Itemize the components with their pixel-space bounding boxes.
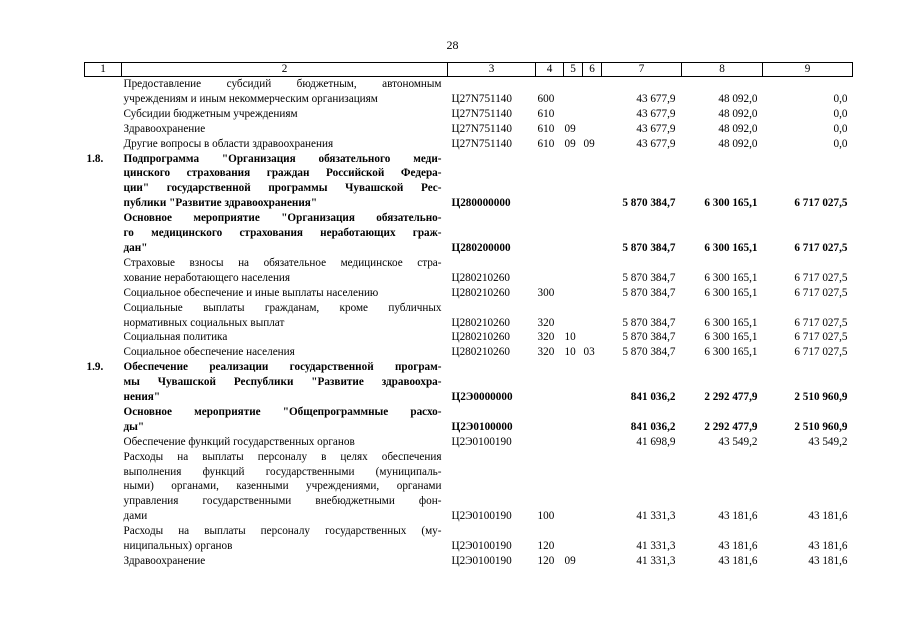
- amount-col-7: 5 870 384,7: [622, 241, 676, 254]
- row-number: [85, 405, 122, 435]
- target-article-code: Ц2Э0100000: [451, 420, 513, 433]
- subsection-code: 03: [583, 346, 595, 359]
- amount-col-9: 6 717 027,5: [794, 316, 848, 329]
- table-row: [85, 405, 853, 435]
- expense-type-code: 610: [537, 107, 555, 120]
- amount-col-7: 5 870 384,7: [622, 197, 676, 210]
- amount-col-9: 6 717 027,5: [794, 331, 848, 344]
- section-code: [564, 435, 583, 450]
- expense-type-code: [536, 256, 564, 286]
- row-name-line: Здравоохранение: [123, 122, 206, 135]
- expense-type-code: [536, 405, 564, 435]
- table-row: [85, 435, 853, 450]
- target-article-code: Ц280210260: [451, 346, 510, 359]
- section-code: 09: [564, 555, 576, 567]
- row-name: [122, 211, 448, 256]
- header-cell: 5: [564, 63, 583, 77]
- amount-col-8: 48 092,0: [718, 122, 758, 135]
- row-name: [122, 554, 448, 569]
- row-name-line: Расходы на выплаты персоналу в целях обеспечения: [123, 450, 442, 463]
- amount-col-8: 43 549,2: [718, 435, 758, 448]
- row-number: [85, 122, 122, 137]
- row-number: [85, 137, 122, 152]
- amount-col-8: 6 300 165,1: [704, 331, 758, 344]
- expense-type-code: 600: [537, 92, 555, 105]
- row-number: 1.8.: [86, 152, 104, 165]
- header-cell: 7: [602, 63, 682, 77]
- row-name: [122, 360, 448, 405]
- amount-col-8: 6 300 165,1: [704, 197, 758, 210]
- target-article-code: Ц27N751140: [451, 122, 512, 135]
- expense-type-code: [536, 435, 564, 450]
- section-code: [564, 405, 583, 435]
- amount-col-8: 6 300 165,1: [704, 316, 758, 329]
- header-cell: 8: [682, 63, 763, 77]
- amount-col-7: 43 677,9: [636, 107, 676, 120]
- target-article-code: Ц280210260: [451, 271, 510, 284]
- target-article-code: Ц280000000: [451, 197, 511, 210]
- row-number: [85, 450, 122, 525]
- amount-col-9: 6 717 027,5: [794, 286, 848, 299]
- header-cell: 3: [448, 63, 536, 77]
- amount-col-8: 43 181,6: [718, 555, 758, 567]
- amount-col-9: 43 181,6: [808, 540, 848, 553]
- table-body: [85, 77, 853, 569]
- header-cell: 1: [85, 63, 122, 77]
- subsection-code: [583, 524, 602, 554]
- amount-col-7: 841 036,2: [630, 391, 676, 404]
- target-article-code: Ц2Э0100190: [451, 435, 512, 448]
- subsection-code: [583, 152, 602, 212]
- target-article-code: Ц27N751140: [451, 92, 512, 105]
- section-code: [564, 286, 583, 301]
- table-row: [85, 107, 853, 122]
- row-number: [85, 524, 122, 554]
- subsection-code: [583, 107, 602, 122]
- table-row: [85, 360, 853, 405]
- amount-col-7: 5 870 384,7: [622, 271, 676, 284]
- table-row: [85, 345, 853, 360]
- row-name: [122, 286, 448, 301]
- amount-col-8: 48 092,0: [718, 92, 758, 105]
- row-name-line: ными) органами, казенными учреждениями, органами: [123, 480, 442, 493]
- table-row: [85, 122, 853, 137]
- amount-col-7: 43 677,9: [636, 92, 676, 105]
- header-row: [85, 63, 853, 77]
- row-name-line: Социальная политика: [123, 331, 228, 344]
- row-name: [122, 107, 448, 122]
- target-article-code: Ц280210260: [451, 331, 510, 344]
- amount-col-7: 5 870 384,7: [622, 346, 676, 359]
- row-name: [122, 405, 448, 435]
- row-name-line: Субсидии бюджетным учреждениям: [123, 107, 298, 120]
- row-name-line: ниципальных) органов: [123, 540, 233, 553]
- row-name: [122, 345, 448, 360]
- target-article-code: Ц2Э0000000: [451, 391, 513, 404]
- row-name-line: Основное мероприятие "Общепрограммные расхо-: [123, 405, 442, 418]
- row-number: [85, 330, 122, 345]
- row-name-line: Обеспечение реализации государственной програм-: [123, 361, 442, 374]
- row-name-line: Другие вопросы в области здравоохранения: [123, 137, 334, 150]
- section-code: [564, 211, 583, 256]
- subsection-code: [583, 435, 602, 450]
- amount-col-8: 6 300 165,1: [704, 286, 758, 299]
- section-code: [564, 360, 583, 405]
- row-name: [122, 137, 448, 152]
- header-cell: 2: [122, 63, 448, 77]
- expense-type-code: 610: [537, 122, 555, 135]
- amount-col-8: 6 300 165,1: [704, 271, 758, 284]
- amount-col-7: 5 870 384,7: [622, 316, 676, 329]
- row-number: [85, 286, 122, 301]
- section-code: [564, 524, 583, 554]
- table-row: [85, 301, 853, 331]
- amount-col-7: 5 870 384,7: [622, 331, 676, 344]
- section-code: [564, 450, 583, 525]
- row-name: [122, 122, 448, 137]
- amount-col-7: 43 677,9: [636, 137, 676, 150]
- amount-col-7: 41 331,3: [636, 510, 676, 523]
- expense-type-code: 120: [537, 555, 555, 567]
- table-row: [85, 286, 853, 301]
- section-code: [564, 301, 583, 331]
- target-article-code: Ц280210260: [451, 286, 510, 299]
- header-cell: 6: [583, 63, 602, 77]
- table-row: [85, 137, 853, 152]
- amount-col-9: 43 181,6: [808, 510, 848, 523]
- row-name-line: выполнения функций государственными (муниципаль-: [123, 465, 442, 478]
- section-code: [564, 152, 583, 212]
- amount-col-9: 0,0: [833, 107, 848, 120]
- row-name-line: нения": [123, 391, 161, 404]
- amount-col-9: 6 717 027,5: [794, 346, 848, 359]
- subsection-code: [583, 450, 602, 525]
- row-name-line: Здравоохранение: [123, 555, 206, 567]
- row-name-line: Основное мероприятие "Организация обязательно-: [123, 212, 442, 225]
- target-article-code: Ц2Э0100190: [451, 540, 512, 553]
- table-row: [85, 330, 853, 345]
- amount-col-8: 2 292 477,9: [704, 420, 758, 433]
- row-name-line: хование неработающего населения: [123, 271, 291, 284]
- row-name-line: Расходы на выплаты персоналу государственных (му-: [123, 525, 442, 538]
- table-row: [85, 211, 853, 256]
- section-code: [564, 77, 583, 107]
- row-name-line: Социальное обеспечение и иные выплаты населению: [123, 286, 379, 299]
- expense-type-code: [536, 152, 564, 212]
- row-name: [122, 330, 448, 345]
- subsection-code: [583, 554, 602, 569]
- row-name: [122, 450, 448, 525]
- section-code: 10: [564, 331, 576, 344]
- amount-col-7: 41 698,9: [636, 435, 676, 448]
- row-name-line: дан": [123, 241, 148, 254]
- row-number: [85, 107, 122, 122]
- row-number: [85, 345, 122, 360]
- page-number: 28: [446, 38, 459, 52]
- section-code: 10: [564, 346, 576, 359]
- target-article-code: Ц2Э0100190: [451, 510, 512, 523]
- row-name-line: Подпрограмма "Организация обязательного меди-: [123, 152, 442, 165]
- amount-col-9: 2 510 960,9: [794, 420, 848, 433]
- amount-col-9: 43 549,2: [808, 435, 848, 448]
- header-cell: 9: [763, 63, 853, 77]
- expense-type-code: 120: [537, 540, 555, 553]
- amount-col-9: 0,0: [833, 122, 848, 135]
- amount-col-9: 6 717 027,5: [794, 197, 848, 210]
- row-name-line: Социальное обеспечение населения: [123, 346, 295, 359]
- amount-col-9: 43 181,6: [808, 555, 848, 567]
- subsection-code: [583, 211, 602, 256]
- table-row: [85, 524, 853, 554]
- row-name-line: публики "Развитие здравоохранения": [123, 197, 318, 210]
- header-cell: 4: [536, 63, 564, 77]
- expense-type-code: 100: [537, 510, 555, 523]
- table-row: [85, 450, 853, 525]
- row-name-line: ды": [123, 420, 145, 433]
- expense-type-code: [536, 360, 564, 405]
- subsection-code: [583, 330, 602, 345]
- amount-col-8: 48 092,0: [718, 107, 758, 120]
- amount-col-7: 841 036,2: [630, 420, 676, 433]
- row-name-line: управления государственными внебюджетными фон-: [123, 495, 442, 508]
- target-article-code: Ц27N751140: [451, 137, 512, 150]
- amount-col-8: 6 300 165,1: [704, 241, 758, 254]
- target-article-code: Ц2Э0100190: [451, 555, 512, 567]
- row-number: [85, 435, 122, 450]
- amount-col-9: 6 717 027,5: [794, 271, 848, 284]
- expense-type-code: 610: [537, 137, 555, 150]
- row-name-line: Страховые взносы на обязательное медицинское стра-: [123, 256, 442, 269]
- row-name-line: дами: [123, 510, 148, 523]
- row-name-line: Социальные выплаты гражданам, кроме публичных: [123, 301, 442, 314]
- target-article-code: Ц280210260: [451, 316, 510, 329]
- expense-type-code: [536, 211, 564, 256]
- subsection-code: [583, 301, 602, 331]
- row-name: [122, 435, 448, 450]
- amount-col-8: 2 292 477,9: [704, 391, 758, 404]
- row-number: [85, 256, 122, 286]
- table-row: [85, 256, 853, 286]
- row-name: [122, 77, 448, 107]
- row-number: [85, 301, 122, 331]
- amount-col-9: 0,0: [833, 92, 848, 105]
- row-number: [85, 77, 122, 107]
- amount-col-8: 6 300 165,1: [704, 346, 758, 359]
- row-name-line: учреждениям и иным некоммерческим организациям: [123, 92, 378, 105]
- row-number: [85, 554, 122, 569]
- row-name-line: цинского страхования граждан Российской Федера-: [123, 167, 442, 180]
- expense-type-code: 320: [537, 331, 555, 344]
- expense-type-code: 320: [537, 316, 555, 329]
- row-name-line: Предоставление субсидий бюджетным, автономным: [123, 78, 442, 90]
- row-name: [122, 301, 448, 331]
- amount-col-7: 41 331,3: [636, 540, 676, 553]
- subsection-code: 09: [583, 137, 595, 150]
- amount-col-7: 5 870 384,7: [622, 286, 676, 299]
- row-name-line: ции" государственной программы Чувашской Рес-: [123, 182, 442, 195]
- row-name-line: го медицинского страхования неработающих граж-: [123, 227, 442, 240]
- row-number: 1.9.: [86, 361, 104, 374]
- table-row: [85, 152, 853, 212]
- row-number: [85, 211, 122, 256]
- amount-col-9: 6 717 027,5: [794, 241, 848, 254]
- target-article-code: Ц280200000: [451, 241, 511, 254]
- subsection-code: [583, 286, 602, 301]
- subsection-code: [583, 405, 602, 435]
- section-code: 09: [564, 137, 576, 150]
- amount-col-7: 43 677,9: [636, 122, 676, 135]
- section-code: [564, 107, 583, 122]
- amount-col-7: 41 331,3: [636, 555, 676, 567]
- amount-col-9: 0,0: [833, 137, 848, 150]
- amount-col-8: 43 181,6: [718, 510, 758, 523]
- amount-col-8: 43 181,6: [718, 540, 758, 553]
- row-name-line: мы Чувашской Республики "Развитие здравоохра-: [123, 376, 442, 389]
- subsection-code: [583, 122, 602, 137]
- row-name: [122, 524, 448, 554]
- row-name: [122, 256, 448, 286]
- row-name-line: Обеспечение функций государственных органов: [123, 435, 355, 448]
- row-name: [122, 152, 448, 212]
- expense-type-code: 320: [537, 346, 555, 359]
- table-row: [85, 554, 853, 569]
- subsection-code: [583, 360, 602, 405]
- table-row: [85, 77, 853, 107]
- section-code: [564, 256, 583, 286]
- row-name-line: нормативных социальных выплат: [123, 316, 285, 329]
- expense-type-code: 300: [537, 286, 555, 299]
- section-code: 09: [564, 122, 576, 135]
- subsection-code: [583, 77, 602, 107]
- subsection-code: [583, 256, 602, 286]
- budget-table: [84, 62, 853, 569]
- target-article-code: Ц27N751140: [451, 107, 512, 120]
- amount-col-9: 2 510 960,9: [794, 391, 848, 404]
- amount-col-8: 48 092,0: [718, 137, 758, 150]
